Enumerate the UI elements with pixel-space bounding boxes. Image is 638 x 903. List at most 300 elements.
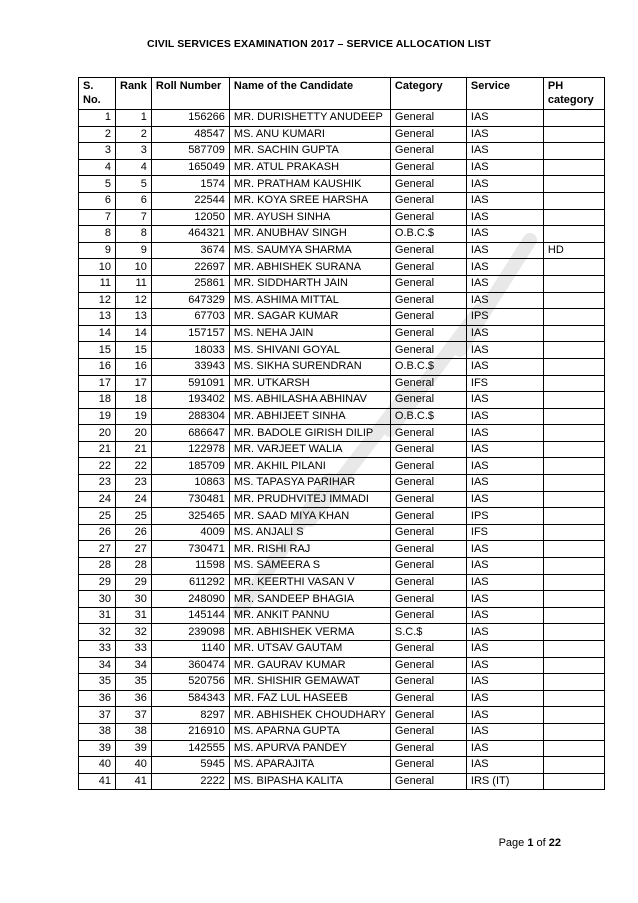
table-cell: 145144 [151,607,229,624]
table-cell [543,541,604,558]
table-cell: General [390,641,466,658]
table-cell: 4 [116,159,152,176]
table-cell: IAS [466,558,543,575]
table-cell: 8 [79,226,116,243]
table-cell [543,226,604,243]
table-cell: IAS [466,458,543,475]
table-cell [543,641,604,658]
table-cell: IAS [466,143,543,160]
table-cell: 3 [116,143,152,160]
total-pages: 22 [548,837,561,849]
table-cell: IAS [466,176,543,193]
table-row [79,740,605,757]
table-cell: 26 [79,524,116,541]
table-cell [543,342,604,359]
table-cell: 32 [116,624,152,641]
table-row [79,275,605,292]
table-cell: IAS [466,441,543,458]
table-cell: General [390,275,466,292]
table-cell: IAS [466,242,543,259]
table-cell: General [390,475,466,492]
table-row [79,607,605,624]
table-cell [543,292,604,309]
table-cell: MS. SAMEERA S [229,558,390,575]
table-cell: MR. ATUL PRAKASH [229,159,390,176]
table-cell: 25 [79,508,116,525]
table-cell: 22 [116,458,152,475]
table-cell: General [390,591,466,608]
table-cell: General [390,707,466,724]
table-cell: 4 [79,159,116,176]
table-cell: MR. KOYA SREE HARSHA [229,192,390,209]
table-row [79,441,605,458]
page-number [499,837,561,849]
table-cell: General [390,392,466,409]
table-cell: MR. DURISHETTY ANUDEEP [229,110,390,127]
table-cell: 8 [116,226,152,243]
table-header-row [79,78,605,110]
table-cell: IPS [466,508,543,525]
table-cell: General [390,192,466,209]
table-cell: General [390,491,466,508]
table-cell: 22697 [151,259,229,276]
table-cell: IAS [466,275,543,292]
table-row [79,358,605,375]
table-cell: IAS [466,259,543,276]
table-cell [543,491,604,508]
table-cell [543,773,604,790]
table-cell: 591091 [151,375,229,392]
table-cell: 611292 [151,574,229,591]
page-of-label: of [533,837,549,849]
table-cell: 19 [79,408,116,425]
table-cell: 27 [79,541,116,558]
table-cell: MS. SHIVANI GOYAL [229,342,390,359]
table-cell: 4009 [151,524,229,541]
table-cell: MR. PRUDHVITEJ IMMADI [229,491,390,508]
table-row [79,773,605,790]
table-row [79,242,605,259]
table-cell: 157157 [151,325,229,342]
table-cell: 31 [116,607,152,624]
table-cell: MR. ANKIT PANNU [229,607,390,624]
table-cell [543,607,604,624]
table-cell [543,558,604,575]
table-cell: 5 [79,176,116,193]
table-cell: General [390,242,466,259]
table-cell: General [390,740,466,757]
table-cell: 5945 [151,757,229,774]
table-row [79,110,605,127]
table-cell: 19 [116,408,152,425]
table-row [79,757,605,774]
table-cell: IAS [466,126,543,143]
table-cell: 1 [79,110,116,127]
table-cell: MR. SAAD MIYA KHAN [229,508,390,525]
table-cell: MR. GAURAV KUMAR [229,657,390,674]
table-cell: MR. KEERTHI VASAN V [229,574,390,591]
table-cell [543,674,604,691]
table-cell: IAS [466,358,543,375]
table-row [79,558,605,575]
table-cell: IAS [466,325,543,342]
table-row [79,143,605,160]
table-cell: 15 [79,342,116,359]
table-cell: MS. APARNA GUPTA [229,723,390,740]
table-row [79,524,605,541]
table-cell: General [390,441,466,458]
table-cell: 13 [79,309,116,326]
table-cell: MS. SIKHA SURENDRAN [229,358,390,375]
table-cell: MS. ASHIMA MITTAL [229,292,390,309]
table-cell: 27 [116,541,152,558]
table-cell: 25 [116,508,152,525]
table-row [79,375,605,392]
table-cell: 647329 [151,292,229,309]
table-row [79,641,605,658]
table-cell: IAS [466,690,543,707]
table-cell: 11598 [151,558,229,575]
table-cell: 20 [79,425,116,442]
table-cell: MS. ANJALI S [229,524,390,541]
table-row [79,674,605,691]
table-cell: General [390,209,466,226]
table-cell: 730471 [151,541,229,558]
table-cell: MR. ABHISHEK CHOUDHARY [229,707,390,724]
table-cell: O.B.C.$ [390,408,466,425]
table-cell [543,209,604,226]
table-cell: HD [543,242,604,259]
table-cell: 23 [116,475,152,492]
table-cell: MR. BADOLE GIRISH DILIP [229,425,390,442]
table-cell [543,524,604,541]
table-cell: 41 [116,773,152,790]
table-cell: 3 [79,143,116,160]
table-row [79,591,605,608]
table-cell: 7 [116,209,152,226]
table-cell [543,425,604,442]
table-cell: 8297 [151,707,229,724]
table-cell: IAS [466,757,543,774]
column-header: Rank [116,78,152,110]
table-cell: 3674 [151,242,229,259]
table-cell: 35 [116,674,152,691]
table-cell: 6 [116,192,152,209]
table-cell: 34 [79,657,116,674]
table-cell: IAS [466,657,543,674]
table-cell: 33 [79,641,116,658]
table-cell: MR. RISHI RAJ [229,541,390,558]
table-cell [543,624,604,641]
table-cell: IAS [466,740,543,757]
table-cell: MR. AYUSH SINHA [229,209,390,226]
table-cell: IAS [466,209,543,226]
table-cell: 30 [79,591,116,608]
table-cell: 26 [116,524,152,541]
table-cell: 18033 [151,342,229,359]
table-cell: 17 [116,375,152,392]
table-cell: 39 [79,740,116,757]
table-cell: 35 [79,674,116,691]
table-row [79,458,605,475]
table-cell [543,408,604,425]
table-cell: 2 [79,126,116,143]
table-cell: 7 [79,209,116,226]
table-cell: 5 [116,176,152,193]
table-cell: 37 [116,707,152,724]
table-cell: IPS [466,309,543,326]
table-cell: MR. AKHIL PILANI [229,458,390,475]
table-cell: General [390,159,466,176]
table-cell: 10 [79,259,116,276]
table-cell: 18 [79,392,116,409]
column-header: S. No. [79,78,116,110]
table-cell: MS. TAPASYA PARIHAR [229,475,390,492]
table-cell: 2222 [151,773,229,790]
table-cell: IAS [466,342,543,359]
table-cell: MR. FAZ LUL HASEEB [229,690,390,707]
table-cell: IAS [466,574,543,591]
table-cell: MR. ANUBHAV SINGH [229,226,390,243]
table-cell: 28 [116,558,152,575]
table-cell: 122978 [151,441,229,458]
table-row [79,176,605,193]
table-cell: IAS [466,110,543,127]
table-cell: 165049 [151,159,229,176]
table-cell: General [390,292,466,309]
table-cell: IRS (IT) [466,773,543,790]
table-cell: 31 [79,607,116,624]
table-cell: General [390,574,466,591]
table-row [79,159,605,176]
table-cell: General [390,558,466,575]
table-cell: 38 [79,723,116,740]
table-row [79,226,605,243]
table-cell: 9 [79,242,116,259]
table-row [79,408,605,425]
table-cell: MS. ABHILASHA ABHINAV [229,392,390,409]
table-cell [543,574,604,591]
table-cell: 33943 [151,358,229,375]
table-cell: MR. SANDEEP BHAGIA [229,591,390,608]
table-cell: General [390,110,466,127]
table-row [79,624,605,641]
table-cell: 41 [79,773,116,790]
table-row [79,574,605,591]
table-cell [543,690,604,707]
table-cell: MR. UTKARSH [229,375,390,392]
table-row [79,723,605,740]
table-cell [543,392,604,409]
table-cell: 32 [79,624,116,641]
table-cell: 10 [116,259,152,276]
table-cell: 22544 [151,192,229,209]
table-cell: 193402 [151,392,229,409]
table-cell: 239098 [151,624,229,641]
table-cell: 48547 [151,126,229,143]
table-cell [543,259,604,276]
table-cell: 38 [116,723,152,740]
table-cell: General [390,143,466,160]
table-cell: 20 [116,425,152,442]
table-row [79,657,605,674]
table-cell: 25861 [151,275,229,292]
table-cell: 16 [79,358,116,375]
table-cell: IAS [466,723,543,740]
table-cell: 17 [79,375,116,392]
table-cell: General [390,309,466,326]
table-cell: MR. PRATHAM KAUSHIK [229,176,390,193]
table-cell: General [390,524,466,541]
service-allocation-table [78,77,605,790]
table-cell: 12 [79,292,116,309]
table-cell: 10863 [151,475,229,492]
table-cell: General [390,757,466,774]
current-page: 1 [527,837,534,849]
table-cell: 12050 [151,209,229,226]
table-cell: 34 [116,657,152,674]
table-cell: 156266 [151,110,229,127]
table-cell: 686647 [151,425,229,442]
table-row [79,292,605,309]
table-cell [543,309,604,326]
table-cell: 40 [79,757,116,774]
table-cell [543,375,604,392]
table-cell [543,657,604,674]
table-cell: General [390,126,466,143]
table-cell: MS. APARAJITA [229,757,390,774]
table-cell: MS. APURVA PANDEY [229,740,390,757]
table-row [79,209,605,226]
table-cell: 520756 [151,674,229,691]
table-cell [543,159,604,176]
table-cell: IAS [466,392,543,409]
table-cell: 1140 [151,641,229,658]
table-cell: IAS [466,674,543,691]
table-cell: IAS [466,425,543,442]
table-cell: 21 [79,441,116,458]
table-cell [543,757,604,774]
table-row [79,491,605,508]
table-cell: 37 [79,707,116,724]
table-cell: 14 [116,325,152,342]
table-cell: 1 [116,110,152,127]
table-cell: General [390,425,466,442]
table-cell: 11 [79,275,116,292]
table-cell: IAS [466,408,543,425]
table-cell: General [390,176,466,193]
table-cell [543,192,604,209]
table-cell: 22 [79,458,116,475]
table-cell: MR. SACHIN GUPTA [229,143,390,160]
table-cell: General [390,458,466,475]
table-cell [543,275,604,292]
table-cell: 36 [79,690,116,707]
table-body [79,110,605,790]
column-header: Name of the Candidate [229,78,390,110]
table-cell: 21 [116,441,152,458]
table-cell: 2 [116,126,152,143]
table-cell: S.C.$ [390,624,466,641]
table-cell: General [390,657,466,674]
table-row [79,541,605,558]
table-row [79,259,605,276]
table-cell: MR. UTSAV GAUTAM [229,641,390,658]
table-cell [543,325,604,342]
table-cell: 12 [116,292,152,309]
table-cell: IAS [466,641,543,658]
table-cell: MR. VARJEET WALIA [229,441,390,458]
table-cell: IAS [466,292,543,309]
table-cell: MR. SAGAR KUMAR [229,309,390,326]
table-cell: IFS [466,524,543,541]
table-cell [543,441,604,458]
table-cell: IAS [466,226,543,243]
table-row [79,690,605,707]
table-cell [543,591,604,608]
table-cell [543,358,604,375]
table-cell: MR. ABHISHEK VERMA [229,624,390,641]
table-cell [543,110,604,127]
table-cell: General [390,723,466,740]
table-cell: 142555 [151,740,229,757]
table-cell: 24 [79,491,116,508]
table-cell: 13 [116,309,152,326]
table-cell: 29 [79,574,116,591]
table-cell: 216910 [151,723,229,740]
table-cell: 40 [116,757,152,774]
column-header: Roll Number [151,78,229,110]
table-cell: General [390,375,466,392]
page-title: CIVIL SERVICES EXAMINATION 2017 – SERVICE ALLOCATION LIST [147,38,491,50]
table-cell: 14 [79,325,116,342]
table-cell [543,723,604,740]
table-cell: MR. SIDDHARTH JAIN [229,275,390,292]
table-cell [543,707,604,724]
table-row [79,126,605,143]
table-cell: 33 [116,641,152,658]
table-cell: IAS [466,475,543,492]
table-cell [543,143,604,160]
table-cell: IAS [466,491,543,508]
table-cell: 11 [116,275,152,292]
table-row [79,192,605,209]
table-cell [543,126,604,143]
column-header: PH category [543,78,604,110]
table-cell: 30 [116,591,152,608]
table-cell: 67703 [151,309,229,326]
table-cell: 1574 [151,176,229,193]
table-cell [543,458,604,475]
page-label: Page [498,837,528,849]
table-cell: IAS [466,591,543,608]
table-row [79,325,605,342]
table-cell: 15 [116,342,152,359]
table-cell: 23 [79,475,116,492]
table-cell: 587709 [151,143,229,160]
table-cell: IAS [466,607,543,624]
table-cell [543,176,604,193]
table-cell: MS. BIPASHA KALITA [229,773,390,790]
table-row [79,508,605,525]
table-cell: General [390,541,466,558]
table-cell: 18 [116,392,152,409]
table-cell: IAS [466,541,543,558]
column-header: Category [390,78,466,110]
table-cell [543,740,604,757]
table-cell: MR. SHISHIR GEMAWAT [229,674,390,691]
table-row [79,475,605,492]
